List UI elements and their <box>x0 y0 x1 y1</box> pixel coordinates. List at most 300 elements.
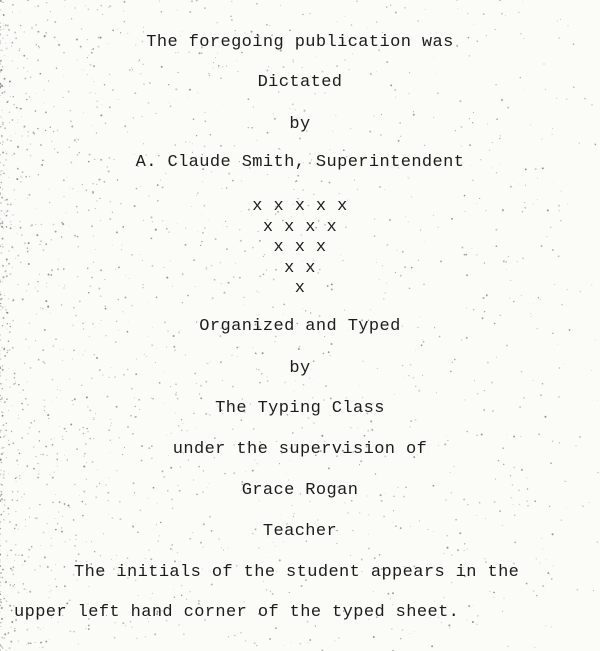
speckle <box>108 478 109 479</box>
speckle <box>136 638 138 640</box>
speckle <box>6 352 7 353</box>
speckle <box>96 184 98 186</box>
speckle <box>73 519 74 520</box>
speckle <box>344 59 345 60</box>
speckle <box>27 381 28 382</box>
speckle <box>237 356 238 357</box>
speckle <box>278 148 280 150</box>
speckle <box>178 624 180 626</box>
speckle <box>52 477 54 479</box>
speckle <box>123 10 124 11</box>
speckle <box>13 299 14 300</box>
speckle <box>0 581 1 583</box>
speckle <box>29 591 31 593</box>
speckle <box>476 515 477 516</box>
speckle <box>292 59 293 60</box>
speckle <box>566 507 567 508</box>
speckle <box>51 141 52 142</box>
speckle <box>467 13 469 15</box>
speckle <box>0 514 2 516</box>
speckle <box>6 430 8 432</box>
speckle <box>0 185 1 186</box>
speckle <box>7 555 8 556</box>
speckle <box>87 57 88 58</box>
speckle <box>289 30 291 32</box>
speckle <box>269 25 270 26</box>
speckle <box>170 386 171 387</box>
speckle <box>2 189 3 190</box>
speckle <box>262 352 264 354</box>
speckle <box>154 633 156 635</box>
speckle <box>541 138 542 139</box>
speckle <box>37 59 39 61</box>
speckle <box>8 473 9 474</box>
speckle <box>49 313 50 314</box>
speckle <box>514 467 515 468</box>
speckle <box>27 593 28 594</box>
speckle <box>177 10 178 11</box>
speckle <box>0 63 1 64</box>
speckle <box>0 303 1 304</box>
speckle <box>0 61 1 62</box>
speckle <box>293 516 294 517</box>
author-line: A. Claude Smith, Superintendent <box>135 153 465 172</box>
speckle <box>253 347 254 348</box>
speckle <box>21 437 23 439</box>
speckle <box>267 380 269 382</box>
speckle <box>498 460 500 462</box>
speckle <box>161 470 163 472</box>
speckle <box>309 639 311 641</box>
speckle <box>269 557 270 558</box>
speckle <box>103 181 105 183</box>
speckle <box>228 636 229 637</box>
speckle <box>361 558 363 560</box>
speckle <box>302 585 303 586</box>
ornament-row-2: x x x x <box>262 218 338 237</box>
speckle <box>273 542 274 543</box>
speckle <box>424 145 426 147</box>
speckle <box>93 65 95 67</box>
speckle <box>410 420 412 422</box>
speckle <box>26 99 27 100</box>
speckle <box>77 191 78 192</box>
speckle <box>232 180 234 182</box>
speckle <box>56 586 57 587</box>
speckle <box>18 641 19 642</box>
speckle <box>293 189 294 190</box>
speckle <box>2 502 3 503</box>
speckle <box>561 519 562 520</box>
speckle <box>36 517 38 519</box>
speckle <box>36 314 37 315</box>
speckle <box>28 642 30 644</box>
speckle <box>10 582 11 583</box>
speckle <box>309 13 310 14</box>
speckle <box>5 24 7 26</box>
speckle <box>234 145 235 146</box>
speckle <box>400 136 401 137</box>
speckle <box>45 111 47 113</box>
speckle <box>256 353 257 354</box>
speckle <box>222 104 223 105</box>
speckle <box>288 177 289 178</box>
speckle <box>6 139 8 141</box>
speckle <box>38 431 40 433</box>
speckle <box>253 107 254 108</box>
speckle <box>221 547 222 548</box>
speckle <box>14 628 15 629</box>
speckle <box>266 24 268 26</box>
speckle <box>69 146 70 147</box>
speckle <box>0 470 1 471</box>
speckle <box>415 419 416 420</box>
speckle <box>28 557 29 558</box>
speckle <box>26 465 28 467</box>
speckle <box>489 150 490 151</box>
speckle <box>350 427 352 429</box>
speckle <box>230 15 232 17</box>
speckle <box>317 519 318 520</box>
speckle <box>125 625 126 626</box>
speckle <box>74 545 75 546</box>
speckle <box>229 146 230 147</box>
speckle <box>196 195 197 196</box>
speckle <box>347 512 348 513</box>
speckle <box>14 584 15 585</box>
speckle <box>37 5 39 7</box>
speckle <box>176 392 177 393</box>
speckle <box>175 383 176 384</box>
speckle <box>501 13 503 15</box>
speckle <box>8 29 10 31</box>
speckle <box>69 630 71 632</box>
speckle <box>409 93 410 94</box>
speckle <box>0 22 1 24</box>
speckle <box>118 99 119 100</box>
speckle <box>159 1 160 2</box>
speckle <box>111 559 112 560</box>
speckle <box>2 2 3 3</box>
speckle <box>274 341 275 342</box>
speckle <box>468 605 470 607</box>
speckle <box>146 356 147 357</box>
speckle <box>591 104 593 106</box>
speckle <box>211 583 213 585</box>
speckle <box>54 518 55 519</box>
speckle <box>29 176 30 177</box>
speckle <box>593 590 594 591</box>
speckle <box>182 302 183 303</box>
speckle <box>47 306 49 308</box>
speckle <box>203 470 204 471</box>
speckle <box>457 549 459 551</box>
speckle <box>567 25 568 26</box>
speckle <box>93 419 94 420</box>
speckle <box>15 381 16 382</box>
speckle <box>449 627 450 628</box>
speckle <box>328 467 330 469</box>
speckle <box>24 588 26 590</box>
speckle <box>2 141 3 142</box>
speckle <box>73 350 75 352</box>
speckle <box>329 149 330 150</box>
speckle <box>506 345 508 347</box>
speckle <box>359 464 360 465</box>
speckle <box>0 187 1 189</box>
speckle <box>2 577 4 579</box>
speckle <box>314 423 315 424</box>
speckle <box>1 629 2 630</box>
speckle <box>6 600 8 602</box>
speckle <box>43 628 44 629</box>
speckle <box>2 144 3 145</box>
speckle <box>252 470 254 472</box>
speckle <box>0 644 1 646</box>
speckle <box>150 558 152 560</box>
speckle <box>78 643 79 644</box>
speckle <box>86 462 87 463</box>
speckle <box>549 574 550 575</box>
speckle <box>127 557 129 559</box>
speckle <box>89 55 90 56</box>
speckle <box>1 622 2 623</box>
speckle <box>129 69 131 71</box>
speckle <box>4 504 6 506</box>
speckle <box>40 144 42 146</box>
speckle <box>11 621 13 623</box>
speckle <box>283 66 285 68</box>
speckle <box>423 341 425 343</box>
speckle <box>316 56 317 57</box>
speckle <box>390 5 391 6</box>
speckle <box>35 6 36 7</box>
speckle <box>105 306 106 307</box>
speckle <box>53 106 54 107</box>
speckle <box>413 111 414 112</box>
speckle <box>64 428 66 430</box>
speckle <box>510 186 512 188</box>
speckle <box>3 473 4 474</box>
speckle <box>152 593 153 594</box>
speckle <box>499 510 501 512</box>
speckle <box>472 621 474 623</box>
speckle <box>114 637 116 639</box>
speckle <box>124 1 126 3</box>
speckle <box>2 347 3 348</box>
speckle <box>253 642 254 643</box>
speckle <box>64 566 66 568</box>
speckle <box>0 29 1 30</box>
speckle <box>38 627 39 628</box>
speckle <box>181 430 183 432</box>
speckle <box>139 59 141 61</box>
speckle <box>138 61 139 62</box>
speckle <box>0 602 2 604</box>
speckle <box>45 640 47 642</box>
speckle <box>81 385 82 386</box>
speckle <box>28 135 29 136</box>
speckle <box>279 559 281 561</box>
speckle <box>218 67 219 68</box>
speckle <box>71 18 73 20</box>
note-line-2: upper left hand corner of the typed sheet. <box>14 603 460 622</box>
speckle <box>116 470 117 471</box>
speckle <box>494 501 496 503</box>
speckle <box>542 585 544 587</box>
speckle <box>507 646 509 648</box>
speckle <box>391 628 392 629</box>
speckle <box>448 624 450 626</box>
speckle <box>85 504 86 505</box>
speckle <box>68 19 69 20</box>
speckle <box>9 605 11 607</box>
dictated-line: Dictated <box>257 73 343 92</box>
speckle <box>35 110 37 112</box>
speckle <box>323 353 325 355</box>
speckle <box>11 569 13 571</box>
speckle <box>57 465 58 466</box>
speckle <box>108 6 110 8</box>
speckle <box>13 383 15 385</box>
speckle <box>30 642 32 644</box>
speckle <box>94 354 95 355</box>
speckle <box>28 549 30 551</box>
speckle <box>77 60 78 61</box>
speckle <box>0 649 1 651</box>
speckle <box>303 389 304 390</box>
speckle <box>364 435 366 437</box>
speckle <box>175 394 177 396</box>
speckle <box>422 339 423 340</box>
speckle <box>145 558 146 559</box>
speckle <box>231 355 232 356</box>
speckle <box>473 605 474 606</box>
speckle <box>169 102 170 103</box>
speckle <box>373 636 375 638</box>
speckle <box>495 29 496 30</box>
speckle <box>16 107 18 109</box>
speckle <box>162 186 164 188</box>
speckle <box>191 0 193 2</box>
speckle <box>25 338 27 340</box>
speckle <box>0 432 1 433</box>
speckle <box>96 100 97 101</box>
speckle <box>362 397 363 398</box>
speckle <box>248 98 250 100</box>
speckle <box>12 4 14 6</box>
speckle <box>60 349 61 350</box>
speckle <box>27 0 29 1</box>
speckle <box>301 427 303 429</box>
speckle <box>27 629 29 631</box>
speckle <box>82 427 84 429</box>
speckle <box>183 423 184 424</box>
speckle <box>0 69 2 71</box>
speckle <box>27 433 28 434</box>
speckle <box>13 96 14 97</box>
speckle <box>258 548 259 549</box>
speckle <box>189 142 190 143</box>
speckle <box>21 135 23 137</box>
speckle <box>181 419 182 420</box>
ornament-row-3: x x x <box>273 238 327 257</box>
speckle <box>10 568 12 570</box>
speckle <box>466 431 468 433</box>
speckle <box>143 143 144 144</box>
speckle <box>180 466 181 467</box>
speckle <box>62 516 63 517</box>
speckle <box>503 464 505 466</box>
speckle <box>78 355 79 356</box>
speckle <box>466 308 467 309</box>
speckle <box>344 502 345 503</box>
speckle <box>3 477 5 479</box>
speckle <box>27 58 28 59</box>
speckle <box>0 95 1 96</box>
speckle <box>83 465 85 467</box>
speckle <box>3 471 4 472</box>
speckle <box>70 424 72 426</box>
speckle <box>236 60 237 61</box>
speckle <box>0 559 1 560</box>
speckle <box>218 65 219 66</box>
speckle <box>108 429 109 430</box>
speckle <box>3 29 4 30</box>
speckle <box>157 184 159 186</box>
speckle <box>356 1 357 2</box>
speckle <box>518 12 519 13</box>
speckle <box>6 423 7 424</box>
speckle <box>172 550 173 551</box>
speckle <box>138 595 139 596</box>
speckle <box>474 380 475 381</box>
speckle <box>102 14 103 15</box>
speckle <box>415 350 416 351</box>
speckle <box>522 1 523 2</box>
speckle <box>204 146 206 148</box>
speckle <box>40 629 41 630</box>
speckle <box>132 627 133 628</box>
speckle <box>467 549 468 550</box>
speckle <box>51 545 52 546</box>
speckle <box>27 71 28 72</box>
speckle <box>402 629 404 631</box>
speckle <box>303 110 305 112</box>
speckle <box>37 463 38 464</box>
speckle <box>52 502 54 504</box>
speckle <box>367 430 369 432</box>
speckle <box>253 429 254 430</box>
speckle <box>314 93 315 94</box>
speckle <box>115 341 116 342</box>
speckle <box>151 345 152 346</box>
speckle <box>35 24 37 26</box>
speckle <box>299 346 300 347</box>
speckle <box>0 309 1 310</box>
speckle <box>117 29 118 30</box>
speckle <box>473 24 474 25</box>
speckle <box>501 99 503 101</box>
speckle <box>256 140 257 141</box>
speckle <box>467 504 469 506</box>
speckle <box>29 347 30 348</box>
speckle <box>37 477 39 479</box>
speckle <box>6 435 7 436</box>
speckle <box>132 433 133 434</box>
speckle <box>459 100 461 102</box>
speckle <box>226 187 227 188</box>
